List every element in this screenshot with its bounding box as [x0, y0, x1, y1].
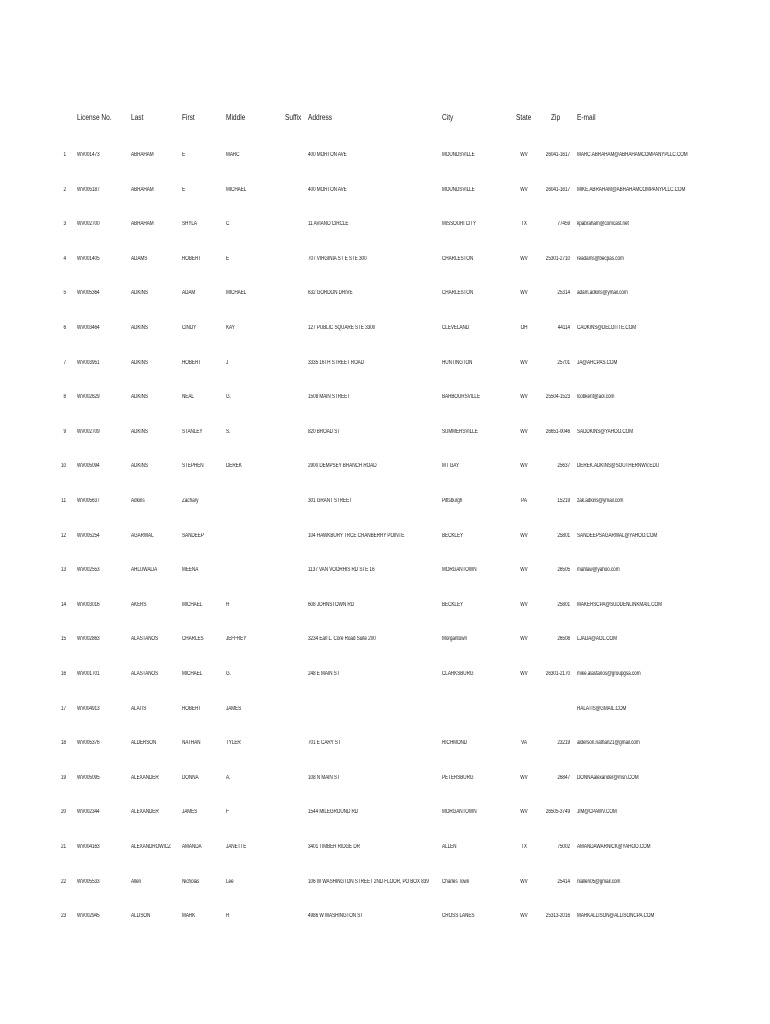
last-name-cell: ALATIS: [131, 705, 147, 712]
middle-name-cell: Lee: [226, 878, 234, 885]
license-number-cell: WV005254: [77, 532, 100, 539]
license-number-cell: WV005533: [77, 878, 100, 885]
license-number-cell: WV002344: [77, 809, 100, 816]
city-cell: MOUNDSVILLE: [442, 152, 475, 158]
zip-cell: 25701: [557, 359, 570, 366]
zip-cell: 15219: [557, 498, 570, 504]
address-cell: 632 GORDON DRIVE: [308, 290, 353, 297]
header-zip: Zip: [551, 113, 561, 122]
license-number-cell: WV005637: [77, 498, 100, 504]
row-number-cell: 18: [60, 740, 66, 747]
first-name-cell: E: [182, 152, 186, 158]
city-cell: Charles Town: [442, 878, 470, 885]
email-cell: readams@becpas.com: [577, 255, 624, 262]
first-name-cell: MICHAEL: [182, 671, 203, 677]
city-cell: CLEVELAND: [442, 325, 470, 331]
row-number-cell: 4: [63, 255, 66, 262]
first-name-cell: Nicholas: [182, 878, 200, 885]
address-cell: 707 VIRGINIA ST E STE 300: [308, 255, 367, 262]
first-name-cell: JAMES: [182, 809, 198, 816]
city-cell: MISSOURI CITY: [442, 221, 477, 228]
first-name-cell: SHYLA: [182, 221, 197, 228]
last-name-cell: ABRAHAM: [131, 152, 154, 158]
license-number-cell: WV002709: [77, 428, 100, 435]
middle-name-cell: MICHAEL: [226, 186, 247, 193]
middle-name-cell: R: [226, 913, 230, 920]
first-name-cell: MARK: [182, 913, 196, 920]
row-number-cell: 19: [60, 774, 66, 781]
address-cell: 2900 DEMPSEY BRANCH ROAD: [308, 463, 377, 470]
last-name-cell: ADKINS: [131, 325, 148, 331]
state-cell: PA: [521, 498, 527, 504]
first-name-cell: SANDEEP: [182, 532, 204, 539]
middle-name-cell: S.: [226, 428, 231, 435]
email-cell: MARC.ABRAHAM@ABRAHAMCOMPANYPLLC.COM: [577, 152, 688, 158]
state-cell: WV: [520, 255, 528, 262]
last-name-cell: ADKINS: [131, 290, 148, 297]
middle-name-cell: C: [226, 221, 230, 228]
license-number-cell: WV004163: [77, 844, 100, 850]
license-number-cell: WV002945: [77, 913, 100, 920]
last-name-cell: AHLUWALIA: [131, 567, 158, 574]
row-number-cell: 15: [60, 636, 66, 643]
address-cell: 108 N MAIN ST: [308, 774, 340, 781]
state-cell: VA: [521, 740, 527, 747]
last-name-cell: ADKINS: [131, 428, 148, 435]
license-number-cell: WV002863: [77, 636, 100, 643]
city-cell: PETERSBURG: [442, 774, 474, 781]
table-header: [0, 113, 770, 127]
address-cell: 820 BROAD ST: [308, 428, 341, 435]
city-cell: SUMMERSVILLE: [442, 428, 478, 435]
middle-name-cell: MARC: [226, 152, 240, 158]
city-cell: Morgantown: [442, 636, 467, 643]
row-number-cell: 7: [63, 359, 66, 366]
city-cell: MT GAY: [442, 463, 460, 470]
email-cell: MIKE.ABRAHAM@ABRAHAMCOMPANYPLLC.COM: [577, 186, 686, 193]
city-cell: BECKLEY: [442, 532, 464, 539]
middle-name-cell: R: [226, 601, 230, 608]
address-cell: 127 PUBLIC SQUARE STE 3300: [308, 325, 376, 331]
first-name-cell: CINDY: [182, 325, 197, 331]
header-last: Last: [131, 113, 144, 122]
email-cell: mike.alastanos@groupgsa.com: [577, 671, 641, 677]
first-name-cell: CHARLES: [182, 636, 204, 643]
middle-name-cell: JANETTE: [226, 844, 247, 850]
city-cell: CROSS LANES: [442, 913, 475, 920]
license-number-cell: WV003016: [77, 601, 100, 608]
middle-name-cell: TYLER: [226, 740, 241, 747]
address-cell: 3234 Earl L. Core Road Suite 200: [308, 636, 376, 643]
license-number-cell: WV001473: [77, 152, 100, 158]
first-name-cell: HOBERT: [182, 359, 201, 366]
license-number-cell: WV004913: [77, 705, 100, 712]
table-row: [0, 844, 770, 858]
city-cell: CLARKSBURG: [442, 671, 474, 677]
email-cell: mahlaw@yahoo.com: [577, 567, 620, 574]
table-row: [0, 879, 770, 893]
table-row: [0, 775, 770, 789]
license-number-cell: WV002553: [77, 567, 100, 574]
address-cell: 3335 16TH STREET ROAD: [308, 359, 365, 366]
last-name-cell: ALEXANDER: [131, 809, 159, 816]
city-cell: Pittsburgh: [442, 498, 463, 504]
zip-cell: 25801: [557, 532, 570, 539]
header-email: E-mail: [577, 113, 596, 122]
table-row: [0, 187, 770, 201]
last-name-cell: AGARWAL: [131, 532, 154, 539]
state-cell: WV: [520, 567, 528, 574]
table-row: [0, 221, 770, 235]
license-number-cell: WV005187: [77, 186, 100, 193]
header-license: License No.: [77, 113, 112, 122]
state-cell: WV: [520, 394, 528, 401]
table-row: [0, 671, 770, 685]
table-row: [0, 913, 770, 927]
email-cell: LJADA@AOL.COM: [577, 636, 617, 643]
city-cell: MORGANTOWN: [442, 809, 477, 816]
row-number-cell: 10: [60, 463, 66, 470]
row-number-cell: 2: [63, 186, 66, 193]
zip-cell: 26508: [557, 636, 570, 643]
row-number-cell: 14: [60, 601, 66, 608]
city-cell: ALLEN: [442, 844, 457, 850]
zip-cell: 23219: [557, 740, 570, 747]
email-cell: DEREK.ADKINS@SOUTHERNWV.EDU: [577, 463, 660, 470]
address-cell: 1544 MILEGROUND RD: [308, 809, 359, 816]
email-cell: alderson.nathan21@gmail.com: [577, 740, 640, 747]
address-cell: 106 W WASHINGTON STREET 2ND FLOOR, PO BOX 839: [308, 878, 429, 885]
table-row: [0, 706, 770, 720]
first-name-cell: AMANDA: [182, 844, 202, 850]
address-cell: 400 MORTON AVE: [308, 152, 347, 158]
zip-cell: 26505: [557, 567, 570, 574]
middle-name-cell: JAMES: [226, 705, 242, 712]
middle-name-cell: A.: [226, 774, 231, 781]
table-row: [0, 325, 770, 339]
row-number-cell: 16: [60, 671, 66, 677]
middle-name-cell: J: [226, 359, 229, 366]
last-name-cell: ADKINS: [131, 463, 148, 470]
row-number-cell: 11: [61, 498, 66, 504]
table-row: [0, 809, 770, 823]
middle-name-cell: E: [226, 255, 230, 262]
zip-cell: 75002: [557, 844, 570, 850]
last-name-cell: ALASTANOS: [131, 636, 159, 643]
header-middle: Middle: [226, 113, 246, 122]
first-name-cell: STEPHEN: [182, 463, 204, 470]
zip-cell: 25637: [557, 463, 570, 470]
zip-cell: 26505-3749: [545, 809, 570, 816]
table-row: [0, 394, 770, 408]
table-row: [0, 152, 770, 166]
first-name-cell: NATHAN: [182, 740, 201, 747]
state-cell: TX: [521, 844, 527, 850]
address-cell: 301 GRANT STREET: [308, 498, 352, 504]
city-cell: BECKLEY: [442, 601, 464, 608]
state-cell: WV: [520, 186, 528, 193]
last-name-cell: ABRAHAM: [131, 186, 154, 193]
zip-cell: 26041-1617: [545, 186, 570, 193]
last-name-cell: ADKINS: [131, 394, 148, 401]
email-cell: RALATIS@GMAIL.COM: [577, 705, 627, 712]
last-name-cell: ALLISON: [131, 913, 151, 920]
zip-cell: 26847: [557, 774, 570, 781]
email-cell: SANDEEPSAGARWAL@YAHOO.COM: [577, 532, 658, 539]
address-cell: 608 JOHNSTOWN RD: [308, 601, 354, 608]
row-number-cell: 13: [60, 567, 66, 574]
middle-name-cell: G.: [226, 671, 231, 677]
city-cell: CHARLESTON: [442, 255, 474, 262]
first-name-cell: Zachary: [182, 498, 199, 504]
last-name-cell: ADKINS: [131, 359, 148, 366]
email-cell: AMANDAWARNICK@YAHOO.COM: [577, 844, 651, 850]
first-name-cell: ROBERT: [182, 255, 201, 262]
row-number-cell: 9: [63, 428, 66, 435]
state-cell: WV: [520, 359, 528, 366]
first-name-cell: ROBERT: [182, 705, 201, 712]
zip-cell: 26301-2170: [545, 671, 570, 677]
city-cell: MOUNDSVILLE: [442, 186, 475, 193]
license-number-cell: WV002700: [77, 221, 100, 228]
zip-cell: 25414: [557, 878, 570, 885]
state-cell: WV: [520, 463, 528, 470]
middle-name-cell: MICHAEL: [226, 290, 247, 297]
zip-cell: 44114: [557, 325, 570, 331]
address-cell: 104 HAWKBURY TRCE CRANBERRY POINTE: [308, 532, 405, 539]
row-number-cell: 5: [63, 290, 66, 297]
first-name-cell: MICHAEL: [182, 601, 203, 608]
license-number-cell: WV003464: [77, 325, 100, 331]
email-cell: MARKALLISON@ALLISONCPA.COM: [577, 913, 655, 920]
table-row: [0, 533, 770, 547]
zip-cell: 25313-2016: [545, 913, 570, 920]
state-cell: WV: [520, 532, 528, 539]
zip-cell: 25504-1523: [545, 394, 570, 401]
table-row: [0, 256, 770, 270]
row-number-cell: 22: [60, 878, 66, 885]
license-number-cell: WV005376: [77, 740, 100, 747]
license-number-cell: WV005364: [77, 290, 100, 297]
state-cell: WV: [520, 290, 528, 297]
city-cell: MORGANTOWN: [442, 567, 477, 574]
email-cell: CADKINS@DELOITTE.COM: [577, 325, 637, 331]
table-row: [0, 360, 770, 374]
state-cell: TX: [521, 221, 527, 228]
row-number-cell: 3: [63, 221, 66, 228]
state-cell: WV: [520, 428, 528, 435]
header-state: State: [516, 113, 532, 122]
row-number-cell: 17: [60, 705, 66, 712]
zip-cell: 26651-0046: [545, 428, 570, 435]
row-number-cell: 12: [60, 532, 66, 539]
state-cell: WV: [520, 774, 528, 781]
email-cell: JA@ARCPAS.COM: [577, 359, 618, 366]
state-cell: WV: [520, 601, 528, 608]
last-name-cell: Allen: [131, 878, 142, 885]
email-cell: nlallen05@gmail.com: [577, 878, 621, 885]
address-cell: 4986 W WASHINGTON ST: [308, 913, 364, 920]
first-name-cell: STANLEY: [182, 428, 203, 435]
email-cell: DONNAalexander@msn.COM: [577, 774, 639, 781]
first-name-cell: E: [182, 186, 186, 193]
state-cell: OH: [520, 325, 528, 331]
address-cell: 701 E CARY ST: [308, 740, 341, 747]
address-cell: 3401 TIMBER RIDGE DR: [308, 844, 360, 850]
header-city: City: [442, 113, 454, 122]
email-cell: SADDKINS@YAHOO.COM: [577, 428, 634, 435]
row-number-cell: 20: [60, 809, 66, 816]
state-cell: WV: [520, 913, 528, 920]
last-name-cell: AKERS: [131, 601, 147, 608]
middle-name-cell: JEFFREY: [226, 636, 247, 643]
zip-cell: 25314: [557, 290, 570, 297]
middle-name-cell: G.: [226, 394, 231, 401]
table-row: [0, 602, 770, 616]
middle-name-cell: F: [226, 809, 229, 816]
email-cell: lcobkent@aol.com: [577, 394, 615, 401]
header-suffix: Suffix: [285, 113, 302, 122]
last-name-cell: ALDERSON: [131, 740, 157, 747]
row-number-cell: 8: [63, 394, 66, 401]
row-number-cell: 6: [63, 325, 66, 331]
middle-name-cell: DEREK: [226, 463, 242, 470]
first-name-cell: DONNA: [182, 774, 199, 781]
city-cell: HUNTINGTON: [442, 359, 473, 366]
license-number-cell: WV002629: [77, 394, 100, 401]
table-row: [0, 567, 770, 581]
license-number-cell: WV005094: [77, 463, 100, 470]
address-cell: 248 E MAIN ST: [308, 671, 340, 677]
email-cell: adam.adkins@ymail.com: [577, 290, 628, 297]
row-number-cell: 21: [60, 844, 66, 850]
state-cell: WV: [520, 152, 528, 158]
city-cell: BARBOURSVILLE: [442, 394, 481, 401]
last-name-cell: ALASTANOS: [131, 671, 159, 677]
header-first: First: [182, 113, 195, 122]
city-cell: CHARLESTON: [442, 290, 474, 297]
state-cell: WV: [520, 636, 528, 643]
state-cell: WV: [520, 809, 528, 816]
license-number-cell: WV001701: [77, 671, 100, 677]
zip-cell: 77459: [557, 221, 570, 228]
zip-cell: 25301-2710: [545, 255, 570, 262]
email-cell: MAKERSCPA@SUDDENLINKMAIL.COM: [577, 601, 662, 608]
table-row: [0, 740, 770, 754]
email-cell: JIM@CPAWV.COM: [577, 809, 617, 816]
table-row: [0, 463, 770, 477]
last-name-cell: Adkins: [131, 498, 145, 504]
email-cell: kpabraham@comcast.net: [577, 221, 629, 228]
first-name-cell: ADAM: [182, 290, 196, 297]
last-name-cell: ABRAHAM: [131, 221, 154, 228]
state-cell: WV: [520, 878, 528, 885]
zip-cell: 25801: [557, 601, 570, 608]
zip-cell: 26041-1617: [545, 152, 570, 158]
middle-name-cell: KAY: [226, 325, 235, 331]
header-address: Address: [308, 113, 333, 122]
last-name-cell: ALEXANDROWICZ: [131, 844, 171, 850]
table-row: [0, 636, 770, 650]
address-cell: 11 AVIANO CIRCLE: [308, 221, 349, 228]
address-cell: 1508 MAIN STREET: [308, 394, 350, 401]
state-cell: WV: [520, 671, 528, 677]
email-cell: zak.adkins@ymail.com: [577, 498, 624, 504]
table-row: [0, 429, 770, 443]
row-number-cell: 23: [60, 913, 66, 920]
license-number-cell: WV003951: [77, 359, 100, 366]
address-cell: 400 MORTON AVE: [308, 186, 347, 193]
last-name-cell: ADAMS: [131, 255, 148, 262]
row-number-cell: 1: [63, 152, 66, 158]
license-number-cell: WV005095: [77, 774, 100, 781]
last-name-cell: ALEXANDER: [131, 774, 159, 781]
first-name-cell: NEAL: [182, 394, 194, 401]
table-row: [0, 498, 770, 512]
license-number-cell: WV001405: [77, 255, 100, 262]
address-cell: 1137 VAN VOORHIS RD STE 16: [308, 567, 375, 574]
table-row: [0, 290, 770, 304]
first-name-cell: MEENA: [182, 567, 199, 574]
city-cell: RICHMOND: [442, 740, 468, 747]
